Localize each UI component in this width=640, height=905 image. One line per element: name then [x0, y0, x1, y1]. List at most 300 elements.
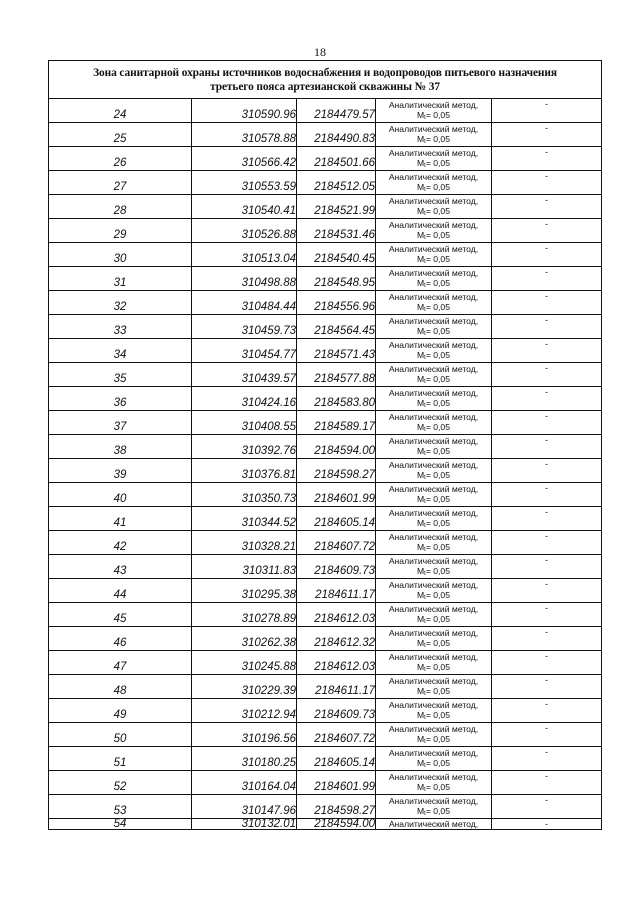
method-cell: [376, 387, 492, 411]
method-cell: [376, 627, 492, 651]
precision-suffix: = 0,05: [425, 301, 450, 312]
coordinate-y: 2184611.17: [297, 675, 376, 699]
coordinate-x: 310513.04: [192, 243, 297, 267]
precision-value: [376, 518, 491, 530]
precision-suffix: = 0,05: [425, 493, 450, 504]
method-cell: [376, 747, 492, 771]
method-label: Аналитический метод,: [388, 795, 479, 806]
method-cell: [376, 99, 492, 123]
coordinate-y: 2184607.72: [297, 531, 376, 555]
table-row: [49, 339, 602, 363]
coordinate-y: 2184605.14: [297, 747, 376, 771]
coordinate-y: 2184612.03: [297, 651, 376, 675]
point-number: 53: [49, 795, 192, 819]
point-number: 35: [49, 363, 192, 387]
method-cell: [376, 219, 492, 243]
precision-suffix: = 0,05: [425, 157, 450, 168]
table-row: [49, 507, 602, 531]
method-label: Аналитический метод,: [388, 411, 479, 422]
method-label: Аналитический метод,: [388, 315, 479, 326]
precision-subscript: t: [424, 402, 426, 409]
method-cell: [376, 771, 492, 795]
coordinate-x: 310344.52: [192, 507, 297, 531]
accuracy-cell: -: [492, 555, 602, 579]
precision-value: [376, 278, 491, 290]
point-number: 40: [49, 483, 192, 507]
coordinate-x: 310180.25: [192, 747, 297, 771]
precision-suffix: = 0,05: [425, 469, 450, 480]
method-cell: [376, 339, 492, 363]
coordinate-y: 2184611.17: [297, 579, 376, 603]
point-number: 37: [49, 411, 192, 435]
method-label: Аналитический метод,: [388, 555, 479, 566]
precision-suffix: = 0,05: [425, 205, 450, 216]
method-cell: [376, 147, 492, 171]
point-number: 33: [49, 315, 192, 339]
coordinate-x: 310459.73: [192, 315, 297, 339]
table-row: [49, 387, 602, 411]
point-number: 41: [49, 507, 192, 531]
precision-suffix: = 0,05: [425, 517, 450, 528]
precision-suffix: = 0,05: [425, 445, 450, 456]
table-row: [49, 771, 602, 795]
method-label: Аналитический метод,: [388, 819, 479, 829]
point-number: 52: [49, 771, 192, 795]
method-cell: [376, 267, 492, 291]
coordinate-y: 2184512.05: [297, 171, 376, 195]
precision-subscript: t: [424, 498, 426, 505]
method-label: Аналитический метод,: [388, 339, 479, 350]
method-label: Аналитический метод,: [388, 195, 479, 206]
accuracy-cell: -: [492, 123, 602, 147]
accuracy-cell: -: [492, 627, 602, 651]
precision-value: [376, 542, 491, 554]
coordinate-x: 310484.44: [192, 291, 297, 315]
method-cell: [376, 603, 492, 627]
precision-prefix: M: [417, 277, 425, 288]
precision-subscript: t: [424, 258, 426, 265]
precision-prefix: M: [417, 661, 425, 672]
accuracy-cell: -: [492, 531, 602, 555]
coordinate-x: 310147.96: [192, 795, 297, 819]
coordinate-y: 2184612.03: [297, 603, 376, 627]
method-label: Аналитический метод,: [388, 219, 479, 230]
accuracy-cell: -: [492, 363, 602, 387]
method-label: Аналитический метод,: [388, 147, 479, 158]
precision-prefix: M: [417, 109, 425, 120]
method-cell: [376, 483, 492, 507]
precision-prefix: M: [417, 325, 425, 336]
method-cell: [376, 291, 492, 315]
precision-suffix: = 0,05: [425, 325, 450, 336]
precision-value: [376, 374, 491, 386]
coordinate-x: 310212.94: [192, 699, 297, 723]
precision-value: [376, 254, 491, 266]
precision-subscript: t: [424, 450, 426, 457]
table-row: [49, 243, 602, 267]
point-number: 26: [49, 147, 192, 171]
precision-value: [376, 134, 491, 146]
coordinate-y: 2184589.17: [297, 411, 376, 435]
method-label: Аналитический метод,: [388, 531, 479, 542]
table-title-line-1: Зона санитарной охраны источников водоснабжения и водопроводов питьевого назначения: [93, 66, 557, 79]
accuracy-cell: -: [492, 483, 602, 507]
precision-suffix: = 0,05: [425, 349, 450, 360]
point-number: 45: [49, 603, 192, 627]
method-label: Аналитический метод,: [388, 771, 479, 782]
precision-value: [376, 662, 491, 674]
point-number: 34: [49, 339, 192, 363]
coordinate-x: 310328.21: [192, 531, 297, 555]
precision-subscript: t: [424, 306, 426, 313]
coordinate-x: 310278.89: [192, 603, 297, 627]
precision-suffix: = 0,05: [425, 541, 450, 552]
coordinate-x: 310454.77: [192, 339, 297, 363]
method-cell: [376, 411, 492, 435]
accuracy-cell: -: [492, 267, 602, 291]
accuracy-cell: -: [492, 219, 602, 243]
table-row: [49, 651, 602, 675]
accuracy-cell: -: [492, 603, 602, 627]
coordinates-table: [48, 60, 602, 830]
method-label: Аналитический метод,: [388, 675, 479, 686]
method-label: Аналитический метод,: [388, 291, 479, 302]
method-label: Аналитический метод,: [388, 651, 479, 662]
coordinate-x: 310408.55: [192, 411, 297, 435]
table-title: [49, 61, 602, 99]
precision-suffix: = 0,05: [425, 637, 450, 648]
precision-subscript: t: [424, 474, 426, 481]
method-cell: [376, 243, 492, 267]
precision-value: [376, 182, 491, 194]
table-row: [49, 531, 602, 555]
coordinate-x: 310578.88: [192, 123, 297, 147]
coordinate-y: 2184598.27: [297, 795, 376, 819]
point-number: 42: [49, 531, 192, 555]
precision-prefix: M: [417, 397, 425, 408]
page-number: 18: [314, 45, 326, 59]
precision-subscript: t: [424, 114, 426, 121]
coordinate-y: 2184501.66: [297, 147, 376, 171]
table-row: [49, 123, 602, 147]
precision-subscript: t: [424, 162, 426, 169]
method-label: Аналитический метод,: [388, 171, 479, 182]
point-number: 32: [49, 291, 192, 315]
accuracy-cell: -: [492, 243, 602, 267]
precision-value: [376, 494, 491, 506]
precision-subscript: t: [424, 354, 426, 361]
coordinate-x: 310376.81: [192, 459, 297, 483]
table-row: [49, 291, 602, 315]
precision-value: [376, 806, 491, 818]
table-row: [49, 435, 602, 459]
accuracy-cell: -: [492, 819, 602, 830]
precision-prefix: M: [417, 253, 425, 264]
precision-suffix: = 0,05: [425, 565, 450, 576]
coordinate-x: 310196.56: [192, 723, 297, 747]
table-row: [49, 267, 602, 291]
accuracy-cell: -: [492, 675, 602, 699]
method-cell: [376, 507, 492, 531]
precision-suffix: = 0,05: [425, 709, 450, 720]
table-row: [49, 795, 602, 819]
coordinate-x: 310392.76: [192, 435, 297, 459]
coordinate-y: 2184479.57: [297, 99, 376, 123]
coordinate-x: 310350.73: [192, 483, 297, 507]
coordinate-y: 2184607.72: [297, 723, 376, 747]
precision-value: [376, 350, 491, 362]
precision-prefix: M: [417, 757, 425, 768]
precision-prefix: M: [417, 565, 425, 576]
method-label: Аналитический метод,: [388, 363, 479, 374]
precision-value: [376, 614, 491, 626]
method-cell: [376, 363, 492, 387]
accuracy-cell: -: [492, 387, 602, 411]
precision-value: [376, 686, 491, 698]
precision-subscript: t: [424, 546, 426, 553]
method-label: Аналитический метод,: [388, 99, 479, 110]
coordinate-y: 2184577.88: [297, 363, 376, 387]
coordinate-y: 2184612.32: [297, 627, 376, 651]
precision-subscript: t: [424, 786, 426, 793]
table-row: [49, 699, 602, 723]
table-row: [49, 411, 602, 435]
method-label: Аналитический метод,: [388, 747, 479, 758]
coordinate-x: 310424.16: [192, 387, 297, 411]
precision-prefix: M: [417, 181, 425, 192]
precision-value: [376, 590, 491, 602]
table-title-row: [49, 61, 602, 99]
coordinate-x: 310553.59: [192, 171, 297, 195]
coordinate-x: 310245.88: [192, 651, 297, 675]
table-row: [49, 747, 602, 771]
method-cell: [376, 795, 492, 819]
precision-suffix: = 0,05: [425, 421, 450, 432]
accuracy-cell: -: [492, 507, 602, 531]
accuracy-cell: -: [492, 651, 602, 675]
precision-value: [376, 398, 491, 410]
precision-suffix: = 0,05: [425, 109, 450, 120]
precision-prefix: M: [417, 229, 425, 240]
accuracy-cell: -: [492, 195, 602, 219]
precision-value: [376, 326, 491, 338]
coordinate-y: 2184556.96: [297, 291, 376, 315]
accuracy-cell: -: [492, 315, 602, 339]
accuracy-cell: -: [492, 579, 602, 603]
coordinate-x: 310262.38: [192, 627, 297, 651]
precision-subscript: t: [424, 738, 426, 745]
accuracy-cell: -: [492, 147, 602, 171]
precision-subscript: t: [424, 522, 426, 529]
precision-suffix: = 0,05: [425, 133, 450, 144]
precision-subscript: t: [424, 666, 426, 673]
precision-subscript: t: [424, 762, 426, 769]
precision-subscript: t: [424, 330, 426, 337]
accuracy-cell: -: [492, 99, 602, 123]
method-label: Аналитический метод,: [388, 603, 479, 614]
precision-prefix: M: [417, 733, 425, 744]
precision-subscript: t: [424, 594, 426, 601]
table-row: [49, 147, 602, 171]
coordinate-x: 310590.96: [192, 99, 297, 123]
point-number: 54: [49, 819, 192, 830]
point-number: 44: [49, 579, 192, 603]
coordinate-y: 2184598.27: [297, 459, 376, 483]
method-cell: [376, 435, 492, 459]
precision-suffix: = 0,05: [425, 757, 450, 768]
point-number: 36: [49, 387, 192, 411]
precision-value: [376, 206, 491, 218]
table-row: [49, 819, 602, 830]
method-cell: [376, 123, 492, 147]
precision-prefix: M: [417, 493, 425, 504]
coordinate-x: 310498.88: [192, 267, 297, 291]
point-number: 31: [49, 267, 192, 291]
table-row: [49, 675, 602, 699]
precision-value: [376, 446, 491, 458]
method-cell: [376, 195, 492, 219]
precision-suffix: = 0,05: [425, 685, 450, 696]
precision-suffix: = 0,05: [425, 373, 450, 384]
coordinate-y: 2184601.99: [297, 771, 376, 795]
table-row: [49, 195, 602, 219]
precision-suffix: = 0,05: [425, 613, 450, 624]
method-label: Аналитический метод,: [388, 579, 479, 590]
precision-subscript: t: [424, 690, 426, 697]
method-cell: [376, 531, 492, 555]
table-row: [49, 555, 602, 579]
precision-prefix: M: [417, 709, 425, 720]
accuracy-cell: -: [492, 699, 602, 723]
accuracy-cell: -: [492, 339, 602, 363]
precision-suffix: = 0,05: [425, 733, 450, 744]
precision-prefix: M: [417, 613, 425, 624]
coordinate-y: 2184490.83: [297, 123, 376, 147]
coordinate-y: 2184605.14: [297, 507, 376, 531]
precision-prefix: M: [417, 373, 425, 384]
table-row: [49, 99, 602, 123]
precision-value: [376, 758, 491, 770]
precision-prefix: M: [417, 421, 425, 432]
accuracy-cell: -: [492, 459, 602, 483]
point-number: 39: [49, 459, 192, 483]
table-row: [49, 627, 602, 651]
method-label: Аналитический метод,: [388, 267, 479, 278]
method-cell: [376, 315, 492, 339]
table-row: [49, 603, 602, 627]
accuracy-cell: -: [492, 435, 602, 459]
coordinate-x: 310295.38: [192, 579, 297, 603]
table-row: [49, 363, 602, 387]
precision-subscript: t: [424, 186, 426, 193]
coordinate-y: 2184594.00: [297, 819, 376, 830]
precision-prefix: M: [417, 469, 425, 480]
method-label: Аналитический метод,: [388, 387, 479, 398]
precision-subscript: t: [424, 642, 426, 649]
precision-subscript: t: [424, 570, 426, 577]
point-number: 49: [49, 699, 192, 723]
point-number: 38: [49, 435, 192, 459]
coordinate-y: 2184609.73: [297, 699, 376, 723]
precision-value: [376, 782, 491, 794]
precision-suffix: = 0,05: [425, 781, 450, 792]
precision-prefix: M: [417, 133, 425, 144]
point-number: 46: [49, 627, 192, 651]
table-body: [49, 61, 602, 830]
method-label: Аналитический метод,: [388, 459, 479, 470]
table-row: [49, 459, 602, 483]
table-row: [49, 219, 602, 243]
coordinate-y: 2184583.80: [297, 387, 376, 411]
point-number: 28: [49, 195, 192, 219]
precision-suffix: = 0,05: [425, 253, 450, 264]
coordinate-y: 2184594.00: [297, 435, 376, 459]
method-label: Аналитический метод,: [388, 723, 479, 734]
accuracy-cell: -: [492, 723, 602, 747]
precision-suffix: = 0,05: [425, 397, 450, 408]
precision-subscript: t: [424, 210, 426, 217]
method-cell: [376, 459, 492, 483]
point-number: 47: [49, 651, 192, 675]
table-row: [49, 483, 602, 507]
precision-prefix: M: [417, 349, 425, 360]
precision-value: [376, 230, 491, 242]
precision-suffix: = 0,05: [425, 805, 450, 816]
precision-subscript: t: [424, 810, 426, 817]
precision-suffix: = 0,05: [425, 661, 450, 672]
accuracy-cell: -: [492, 771, 602, 795]
precision-value: [376, 638, 491, 650]
precision-subscript: t: [424, 234, 426, 241]
precision-prefix: M: [417, 589, 425, 600]
method-cell: [376, 555, 492, 579]
method-cell: [376, 723, 492, 747]
point-number: 50: [49, 723, 192, 747]
coordinate-y: 2184564.45: [297, 315, 376, 339]
method-label: Аналитический метод,: [388, 483, 479, 494]
point-number: 43: [49, 555, 192, 579]
precision-subscript: t: [424, 618, 426, 625]
precision-subscript: t: [424, 426, 426, 433]
coordinate-x: 310164.04: [192, 771, 297, 795]
precision-prefix: M: [417, 157, 425, 168]
point-number: 29: [49, 219, 192, 243]
precision-prefix: M: [417, 805, 425, 816]
method-label: Аналитический метод,: [388, 435, 479, 446]
point-number: 25: [49, 123, 192, 147]
precision-value: [376, 470, 491, 482]
precision-prefix: M: [417, 685, 425, 696]
accuracy-cell: -: [492, 291, 602, 315]
point-number: 30: [49, 243, 192, 267]
table-row: [49, 315, 602, 339]
precision-prefix: M: [417, 781, 425, 792]
coordinate-x: 310439.57: [192, 363, 297, 387]
coordinate-y: 2184521.99: [297, 195, 376, 219]
coordinate-x: 310540.41: [192, 195, 297, 219]
accuracy-cell: -: [492, 411, 602, 435]
coordinate-x: 310526.88: [192, 219, 297, 243]
method-label: Аналитический метод,: [388, 507, 479, 518]
precision-prefix: M: [417, 517, 425, 528]
method-cell: [376, 651, 492, 675]
precision-value: [376, 158, 491, 170]
accuracy-cell: -: [492, 747, 602, 771]
method-cell: [376, 579, 492, 603]
method-label: Аналитический метод,: [388, 123, 479, 134]
precision-suffix: = 0,05: [425, 229, 450, 240]
coordinate-y: 2184548.95: [297, 267, 376, 291]
